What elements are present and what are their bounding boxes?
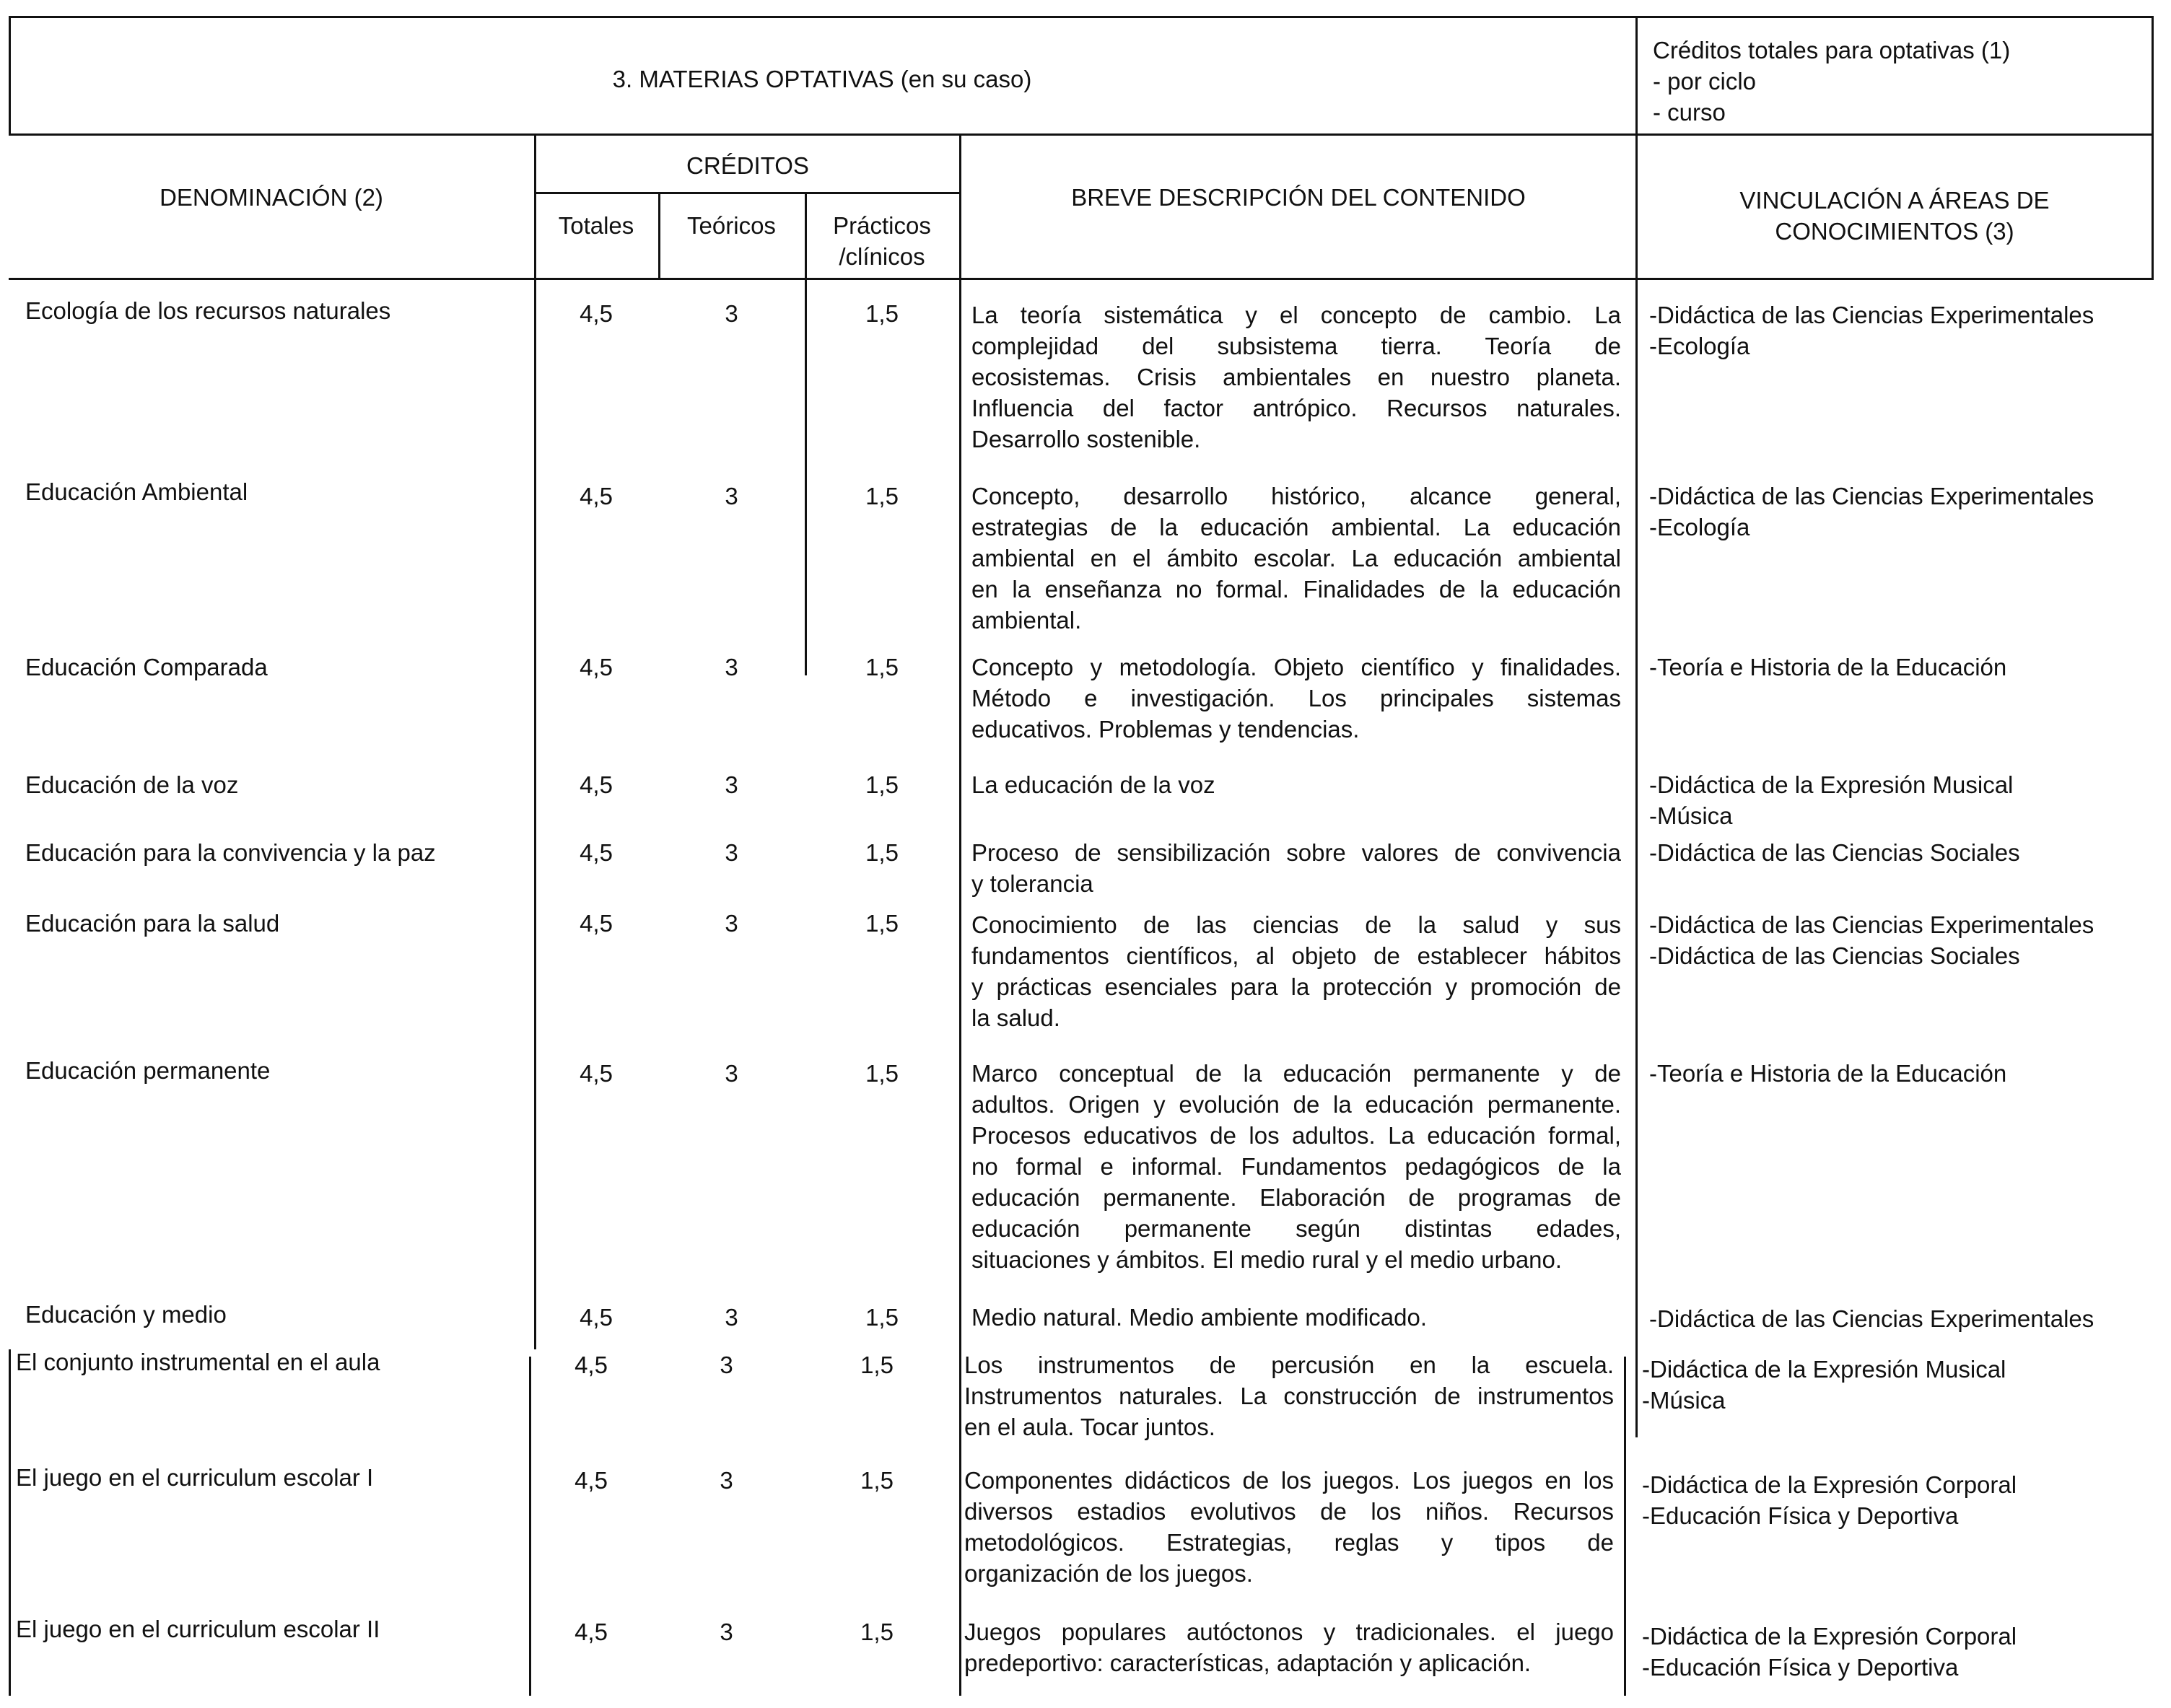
knowledge-areas [1649, 652, 2006, 683]
description-line: adultos. Origen y evolución de la educación permanente. [971, 1091, 1621, 1118]
content-description [964, 1465, 1614, 1589]
teoricos-value: 3 [725, 771, 738, 798]
description-line: ambiental en el ámbito escolar. La educación ambiental [971, 545, 1621, 571]
subject-name: El juego en el curriculum escolar II [16, 1616, 380, 1642]
description-line: Marco conceptual de la educación permanente y de [971, 1060, 1621, 1087]
totales-value: 4,5 [580, 771, 613, 798]
totales-value: 4,5 [580, 1304, 613, 1331]
description-line: Procesos educativos de los adultos. La educación formal, [971, 1122, 1621, 1149]
content-description [971, 652, 1621, 745]
area-item: -Educación Física y Deportiva [1642, 1654, 1959, 1681]
description-line: predeportivo: características, adaptación y aplicación. [964, 1650, 1532, 1676]
knowledge-areas [1642, 1354, 2006, 1416]
teoricos-value: 3 [720, 1619, 733, 1645]
description-line: Concepto, desarrollo histórico, alcance general, [971, 483, 1621, 509]
area-item: -Música [1649, 802, 1733, 829]
description-line: Conocimiento de las ciencias de la salud y sus [971, 911, 1621, 938]
description-line: Medio natural. Medio ambiente modificado. [971, 1304, 1428, 1331]
totales-value: 4,5 [580, 654, 613, 680]
description-line: Los instrumentos de percusión en la escuela. [964, 1352, 1614, 1378]
credits-per-course-label: - curso [1653, 99, 1726, 126]
knowledge-areas [1649, 769, 2013, 831]
description-line: Instrumentos naturales. La construcción de instrumentos [964, 1383, 1614, 1409]
content-description [971, 299, 1621, 455]
description-line: Influencia del factor antrópico. Recursos naturales. [971, 395, 1621, 421]
subject-name: Educación para la convivencia y la paz [25, 839, 436, 866]
credits-per-cycle-label: - por ciclo [1653, 68, 1757, 95]
lower-left-border [9, 1349, 11, 1696]
creditos-header: CRÉDITOS [686, 152, 809, 179]
area-item: -Didáctica de la Expresión Corporal [1642, 1623, 2017, 1650]
content-description [971, 481, 1621, 636]
totales-value: 4,5 [575, 1619, 608, 1645]
knowledge-areas [1649, 1058, 2006, 1089]
practicos-value: 1,5 [860, 1467, 894, 1494]
area-item: -Didáctica de las Ciencias Experimentales [1649, 483, 2094, 509]
knowledge-areas [1649, 837, 2020, 868]
totales-value: 4,5 [580, 1060, 613, 1087]
area-item: -Teoría e Historia de la Educación [1649, 1060, 2007, 1087]
descripcion-header: BREVE DESCRIPCIÓN DEL CONTENIDO [1071, 184, 1526, 211]
creditos-subheader-border [534, 192, 961, 194]
totales-header: Totales [558, 212, 634, 239]
description-line: ecosistemas. Crisis ambientales en nuestro planeta. [971, 364, 1621, 390]
teoricos-header: Teóricos [687, 212, 776, 239]
description-line: y tolerancia [971, 870, 1093, 897]
area-item: -Didáctica de la Expresión Corporal [1642, 1471, 2017, 1498]
vinculacion-header-line2: CONOCIMIENTOS (3) [1775, 218, 2014, 245]
teoricos-value: 3 [725, 910, 738, 937]
denominacion-header: DENOMINACIÓN (2) [160, 184, 383, 211]
subject-name: El conjunto instrumental en el aula [16, 1349, 380, 1375]
practicos-value: 1,5 [865, 1304, 899, 1331]
totales-value: 4,5 [575, 1467, 608, 1494]
description-line: en la enseñanza no formal. Finalidades de la educación [971, 576, 1621, 603]
subject-name: Educación Comparada [25, 654, 268, 680]
totales-value: 4,5 [580, 839, 613, 866]
description-line: La teoría sistemática y el concepto de cambio. La [971, 302, 1621, 328]
content-description [971, 769, 1621, 800]
description-line: La educación de la voz [971, 771, 1215, 798]
subject-name: Educación para la salud [25, 910, 280, 937]
knowledge-areas [1642, 1621, 2017, 1683]
table-top-border [9, 16, 2154, 18]
totales-value: 4,5 [575, 1352, 608, 1378]
description-line: en el aula. Tocar juntos. [964, 1414, 1215, 1440]
content-description [964, 1616, 1614, 1678]
area-item: -Teoría e Historia de la Educación [1649, 654, 2007, 680]
teoricos-value: 3 [720, 1352, 733, 1378]
subject-name: Educación de la voz [25, 771, 239, 798]
practicos-value: 1,5 [865, 839, 899, 866]
description-line: organización de los juegos. [964, 1560, 1253, 1587]
subject-name: Educación Ambiental [25, 478, 248, 505]
teoricos-value: 3 [725, 839, 738, 866]
description-line: no formal e informal. Fundamentos pedagógicos de la [971, 1153, 1621, 1180]
description-line: educación permanente. Elaboración de programas de [971, 1184, 1621, 1211]
teoricos-value: 3 [725, 483, 738, 509]
description-line: Juegos populares autóctonos y tradicionales. el juego [964, 1619, 1614, 1645]
description-line: y prácticas esenciales para la protección y promoción de [971, 973, 1621, 1000]
area-item: -Didáctica de las Ciencias Experimentales [1649, 911, 2094, 938]
practicos-value: 1,5 [865, 910, 899, 937]
description-line: estrategias de la educación ambiental. La educación [971, 514, 1621, 540]
subject-name: Ecología de los recursos naturales [25, 297, 391, 324]
description-line: Componentes didácticos de los juegos. Los juegos en los [964, 1467, 1614, 1494]
section-header-bottom-border [9, 133, 2154, 136]
practicos-value: 1,5 [865, 483, 899, 509]
content-description [971, 1058, 1621, 1275]
practicos-value: 1,5 [860, 1619, 894, 1645]
area-item: -Didáctica de la Expresión Musical [1642, 1356, 2006, 1383]
practicos-value: 1,5 [865, 771, 899, 798]
knowledge-areas [1649, 481, 2094, 543]
description-line: Proceso de sensibilización sobre valores de convivencia [971, 839, 1621, 866]
practicos-header-line2: /clínicos [839, 243, 925, 270]
table-right-border [2152, 16, 2154, 280]
content-description [971, 909, 1621, 1033]
totales-value: 4,5 [580, 910, 613, 937]
teoricos-value: 3 [725, 1060, 738, 1087]
section-title: 3. MATERIAS OPTATIVAS (en su caso) [612, 66, 1032, 92]
vinculacion-header-line1: VINCULACIÓN A ÁREAS DE [1739, 187, 2050, 214]
description-line: diversos estadios evolutivos de los niños. Recursos [964, 1498, 1614, 1525]
knowledge-areas [1649, 909, 2094, 971]
content-description [971, 1302, 1621, 1333]
area-item: -Didáctica de las Ciencias Sociales [1649, 839, 2020, 866]
totales-value: 4,5 [580, 483, 613, 509]
description-line: situaciones y ámbitos. El medio rural y el medio urbano. [971, 1246, 1563, 1273]
description-line: educación permanente según distintas edades, [971, 1215, 1621, 1242]
description-line: la salud. [971, 1004, 1060, 1031]
area-item: -Música [1642, 1387, 1726, 1414]
knowledge-areas [1649, 299, 2094, 362]
totales-value: 4,5 [580, 300, 613, 327]
subject-name: El juego en el curriculum escolar I [16, 1464, 374, 1491]
description-line: educativos. Problemas y tendencias. [971, 716, 1360, 743]
column-header-bottom-border [9, 278, 2154, 280]
practicos-value: 1,5 [865, 1060, 899, 1087]
area-item: -Didáctica de las Ciencias Experimentales [1649, 1305, 2094, 1332]
area-item: -Ecología [1649, 333, 1750, 359]
content-description [964, 1349, 1614, 1442]
teoricos-value: 3 [725, 1304, 738, 1331]
area-item: -Ecología [1649, 514, 1750, 540]
area-item: -Educación Física y Deportiva [1642, 1502, 1959, 1529]
lower-vinculacion-border [1624, 1357, 1626, 1696]
descripcion-column-border [959, 133, 961, 1696]
subject-name: Educación y medio [25, 1301, 227, 1328]
description-line: Desarrollo sostenible. [971, 426, 1201, 452]
teoricos-value: 3 [725, 654, 738, 680]
practicos-header-line1: Prácticos [833, 212, 931, 239]
knowledge-areas [1649, 1303, 2094, 1334]
area-item: -Didáctica de la Expresión Musical [1649, 771, 2014, 798]
teoricos-value: 3 [720, 1467, 733, 1494]
content-description [971, 837, 1621, 899]
description-line: ambiental. [971, 607, 1082, 634]
description-line: Concepto y metodología. Objeto científico y finalidades. [971, 654, 1621, 680]
knowledge-areas [1642, 1469, 2017, 1531]
description-line: fundamentos científicos, al objeto de establecer hábitos [971, 942, 1621, 969]
subject-name: Educación permanente [25, 1057, 271, 1084]
credits-total-label: Créditos totales para optativas (1) [1653, 37, 2011, 63]
description-line: complejidad del subsistema tierra. Teoría de [971, 333, 1621, 359]
teoricos-value: 3 [725, 300, 738, 327]
description-line: metodológicos. Estrategias, reglas y tipos de [964, 1529, 1614, 1556]
practicos-value: 1,5 [860, 1352, 894, 1378]
practicos-value: 1,5 [865, 654, 899, 680]
area-item: -Didáctica de las Ciencias Experimentales [1649, 302, 2094, 328]
practicos-value: 1,5 [865, 300, 899, 327]
area-item: -Didáctica de las Ciencias Sociales [1649, 942, 2020, 969]
description-line: Método e investigación. Los principales sistemas [971, 685, 1621, 711]
